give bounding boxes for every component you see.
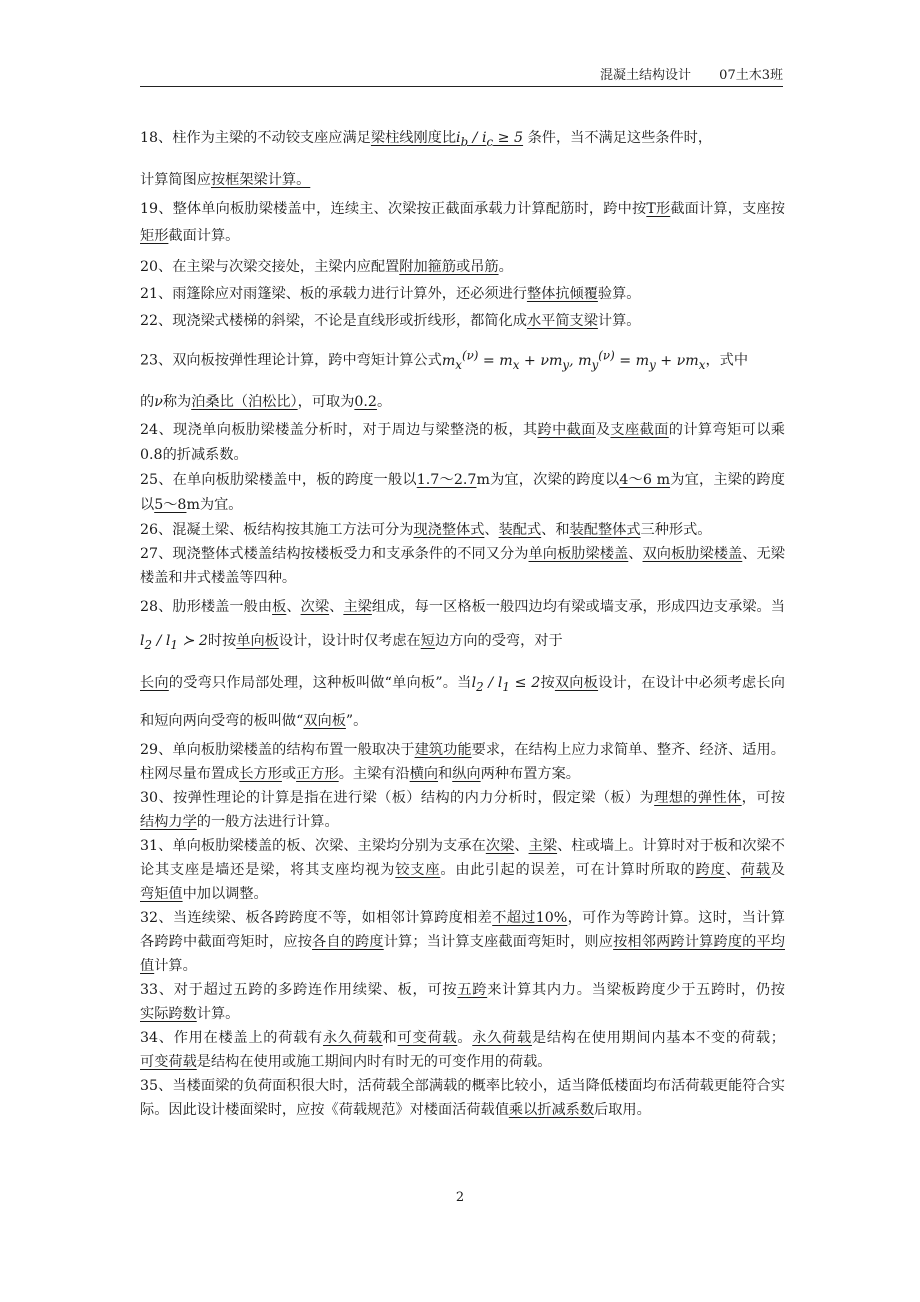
item-27: 27、现浇整体式楼盖结构按楼板受力和支承条件的不同又分为单向板肋梁楼盖、双向板肋梁楼盖、无梁楼盖和井式楼盖等四种。: [140, 546, 785, 587]
formula-moment: $m_x^{(\nu)} = m_x + \nu m_y$, $m_y^{(\nu)} = m_y + \nu m_x$: [441, 347, 706, 372]
answer-28-2: 次梁: [300, 599, 330, 616]
item-26: 26、混凝土梁、板结构按其施工方法可分为现浇整体式、装配式、和装配整体式三种形式。: [140, 522, 712, 539]
answer-18-1: 梁柱线刚度比$i_b / i_c \ge 5$: [370, 130, 524, 149]
answer-26-2: 装配式: [498, 522, 542, 539]
answer-28-8: 双向板: [303, 713, 346, 730]
answer-18-2: 按框架梁计算。: [210, 171, 311, 188]
item-20: 20、在主梁与次梁交接处，主梁内应配置附加箍筋或吊筋。: [140, 258, 513, 275]
answer-31-2: 主梁: [528, 838, 558, 855]
formula-ib-ic: $i_b / i_c \ge 5$: [456, 130, 524, 149]
answer-22-1: 水平简支梁: [526, 312, 598, 329]
header-class: 07土木3班: [719, 68, 783, 83]
answer-32-1: 不超过10%: [492, 910, 568, 927]
answer-31-1: 次梁: [485, 838, 515, 855]
answer-30-1: 理想的弹性体: [654, 790, 742, 807]
item-29: 29、单向板肋梁楼盖的结构布置一般取决于建筑功能要求，在结构上应力求简单、整齐、经济、适用。柱网尽量布置成长方形或正方形。主梁有沿横向和纵向两种布置方案。: [140, 742, 785, 783]
answer-28-1: 板: [272, 599, 287, 616]
answer-24-1: 跨中截面: [537, 422, 596, 439]
answer-25-3: 5～8: [154, 497, 187, 514]
item-18: 18、柱作为主梁的不动铰支座应满足梁柱线刚度比$i_b / i_c \ge 5$ 条件，当不满足这些条件时，: [140, 130, 713, 149]
formula-l2-l1-le-2: $l_2 / l_1 \le 2$: [471, 675, 541, 695]
answer-28-3: 主梁: [343, 599, 372, 616]
answer-34-2: 可变荷载: [397, 1030, 458, 1047]
answer-29-5: 纵向: [452, 766, 481, 783]
answer-35-1: 乘以折减系数: [508, 1102, 595, 1119]
item-31: 31、单向板肋梁楼盖的板、次梁、主梁均分别为支承在次梁、主梁、柱或墙上。计算时对于板和次梁不论其支座是墙还是梁，将其支座均视为铰支座。由此引起的误差，可在计算时所取的跨度、荷载及弯矩值中加以调整。: [140, 838, 785, 903]
item-24: 24、现浇单向板肋梁楼盖分析时，对于周边与梁整浇的板，其跨中截面及支座截面的计算弯矩可以乘0.8的折减系数。: [140, 422, 785, 464]
answer-27-1: 单向板肋梁楼盖: [528, 546, 629, 563]
item-25: 25、在单向板肋梁楼盖中，板的跨度一般以1.7～2.7m为宜，次梁的跨度以4～6 m为宜，主梁的跨度以5～8m为宜。: [140, 472, 785, 514]
item-18-cont: 计算简图应按框架梁计算。: [140, 171, 311, 188]
item-34: 34、作用在楼盖上的荷载有永久荷载和可变荷载。永久荷载是结构在使用期间内基本不变的荷载；可变荷载是结构在使用或施工期间内时有时无的可变作用的荷载。: [140, 1030, 785, 1071]
formula-l2-l1-gt-2: $l_2 / l_1$ ≻ 2: [140, 633, 208, 653]
answer-31-3: 铰支座: [395, 862, 441, 879]
answer-28-7: 双向板: [554, 675, 599, 692]
item-28: 28、肋形楼盖一般由板、次梁、主梁组成，每一区格板一般四边均有梁或墙支承，形成四边支承梁。当$l_2 / l_1$ ≻ 2时按单向板设计，设计时仅考虑在短边方向的受弯，对于: [140, 599, 785, 653]
answer-19-2: 矩形: [140, 227, 169, 244]
item-32: 32、当连续梁、板各跨跨度不等，如相邻计算跨度相差不超过10%，可作为等跨计算。这时，当计算各跨跨中截面弯矩时，应按各自的跨度计算；当计算支座截面弯矩时，则应按相邻两跨计算跨度的平均值计算。: [140, 910, 785, 975]
header-course: 混凝土结构设计: [600, 68, 692, 83]
answer-29-2: 长方形: [239, 766, 282, 783]
answer-34-3: 永久荷载: [472, 1030, 532, 1047]
answer-30-2: 结构力学: [140, 814, 197, 831]
answer-34-1: 永久荷载: [322, 1030, 383, 1047]
answer-32-3: 按相邻两跨计算跨度的平均值: [140, 934, 785, 975]
item-35: 35、当楼面梁的负荷面积很大时，活荷载全部满载的概率比较小，适当降低楼面均布活荷载更能符合实际。因此设计楼面梁时，应按《荷载规范》对楼面活荷载值乘以折减系数后取用。: [140, 1078, 785, 1119]
item-33: 33、对于超过五跨的多跨连作用续梁、板，可按五跨来计算其内力。当梁板跨度少于五跨时，仍按实际跨数计算。: [140, 982, 785, 1023]
item-23-cont: 的ν称为泊桑比（泊松比），可取为0.2。: [140, 394, 392, 411]
item-22: 22、现浇梁式楼梯的斜梁，不论是直线形或折线形，都简化成水平简支梁计算。: [140, 312, 641, 329]
answer-28-5: 短: [420, 633, 435, 650]
item-19: 19、整体单向板肋梁楼盖中，连续主、次梁按正截面承载力计算配筋时，跨中按T形截面计算，支座按矩形截面计算。: [140, 200, 785, 244]
answer-23-1: 泊桑比（泊松比）: [191, 394, 298, 411]
answer-28-4: 单向板: [236, 633, 279, 650]
answer-29-4: 横向: [409, 766, 439, 783]
answer-31-4: 跨度: [695, 862, 726, 879]
document-body: [140, 118, 785, 1122]
answer-19-1: T形: [646, 200, 671, 217]
page-header: [140, 64, 783, 87]
answer-31-6: 弯矩值: [140, 886, 183, 903]
page-number: 2: [455, 1190, 465, 1205]
answer-23-2: 0.2: [354, 394, 377, 411]
answer-24-2: 支座截面: [610, 422, 669, 439]
answer-21-1: 整体抗倾覆: [526, 285, 598, 302]
answer-33-2: 实际跨数: [140, 1006, 197, 1023]
answer-33-1: 五跨: [457, 982, 488, 999]
answer-34-4: 可变荷载: [140, 1054, 197, 1071]
item-21: 21、雨篷除应对雨篷梁、板的承载力进行计算外，还必须进行整体抗倾覆验算。: [140, 285, 641, 302]
answer-29-1: 建筑功能: [414, 742, 472, 759]
answer-26-1: 现浇整体式: [413, 522, 485, 539]
answer-31-5: 荷载: [740, 862, 771, 879]
answer-25-2: 4～6 m: [619, 472, 671, 489]
item-28-cont: 长向的受弯只作局部处理，这种板叫做“单向板”。当$l_2 / l_1 \le 2$按双向板设计，在设计中必须考虑长向和短向两向受弯的板叫做“双向板”。: [140, 675, 785, 730]
answer-27-2: 双向板肋梁楼盖: [642, 546, 743, 563]
answer-28-6: 长向: [140, 675, 169, 692]
answer-29-3: 正方形: [296, 766, 339, 783]
item-23: 23、双向板按弹性理论计算，跨中弯矩计算公式$m_x^{(\nu)} = m_x + \nu m_y$, $m_y^{(\nu)} = m_y + \nu m_x$，式中: [140, 347, 749, 372]
answer-20-1: 附加箍筋或吊筋: [399, 258, 499, 275]
answer-25-1: 1.7～2.7: [416, 472, 477, 489]
item-30: 30、按弹性理论的计算是指在进行梁（板）结构的内力分析时，假定梁（板）为理想的弹性体，可按结构力学的一般方法进行计算。: [140, 790, 785, 831]
answer-26-3: 装配整体式: [569, 522, 641, 539]
answer-32-2: 各自的跨度: [312, 934, 384, 951]
